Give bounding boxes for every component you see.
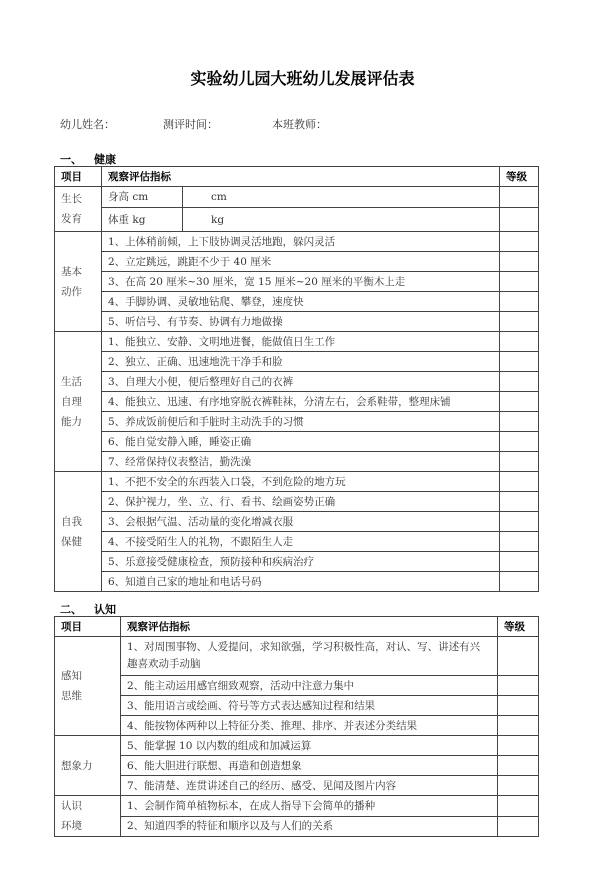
grade-cell[interactable] — [500, 452, 539, 472]
header-item: 项目 — [55, 167, 102, 187]
weight-label: 体重 kg — [102, 208, 183, 232]
section-cognition-heading — [60, 601, 116, 617]
indicator-text: 6、知道自己家的地址和电话号码 — [102, 572, 500, 592]
table-row — [55, 512, 539, 532]
table-row — [55, 292, 539, 312]
table-row — [55, 232, 539, 252]
table-row — [55, 637, 539, 676]
section-name: 认知 — [94, 603, 116, 616]
grade-cell[interactable] — [500, 292, 539, 312]
grade-cell[interactable] — [498, 816, 539, 837]
table-row — [55, 412, 539, 432]
header-indicator: 观察评估指标 — [121, 617, 498, 637]
indicator-text: 5、乐意接受健康检查，预防接种和疾病治疗 — [102, 552, 500, 572]
cognition-table — [54, 616, 539, 837]
category-self-protection: 自我 保健 — [55, 472, 102, 592]
indicator-text: 2、保护视力，坐、立、行、看书、绘画姿势正确 — [102, 492, 500, 512]
category-perception-thinking: 感知 思维 — [55, 637, 121, 736]
table-row — [55, 776, 539, 796]
table-row — [55, 532, 539, 552]
grade-cell[interactable] — [500, 572, 539, 592]
table-header-row — [55, 617, 539, 637]
indicator-text: 4、不接受陌生人的礼物，不跟陌生人走 — [102, 532, 500, 552]
grade-cell[interactable] — [498, 716, 539, 736]
section-name: 健康 — [94, 153, 116, 166]
table-row — [55, 452, 539, 472]
table-row — [55, 332, 539, 352]
indicator-text: 2、立定跳远，跳距不少于 40 厘米 — [102, 252, 500, 272]
grade-cell[interactable] — [500, 492, 539, 512]
grade-cell[interactable] — [498, 637, 539, 676]
indicator-text: 5、养成饭前便后和手脏时主动洗手的习惯 — [102, 412, 500, 432]
child-name-label: 幼儿姓名： — [60, 118, 115, 131]
category-environment: 认识 环境 — [55, 796, 121, 837]
table-row — [55, 272, 539, 292]
category-self-care: 生活 自理 能力 — [55, 332, 102, 472]
indicator-text: 7、能清楚、连贯讲述自己的经历、感受、见闻及图片内容 — [121, 776, 498, 796]
header-grade: 等级 — [500, 167, 539, 187]
grade-cell[interactable] — [500, 392, 539, 412]
indicator-text: 1、不把不安全的东西装入口袋，不到危险的地方玩 — [102, 472, 500, 492]
indicator-text: 1、对周围事物、人爱提问，求知欲强，学习积极性高，对认、写、讲述有兴趣喜欢动手动脑 — [121, 637, 498, 676]
indicator-text: 4、手脚协调、灵敏地钻爬、攀登，速度快 — [102, 292, 500, 312]
grade-cell[interactable] — [500, 372, 539, 392]
indicator-text: 2、能主动运用感官细致观察，活动中注意力集中 — [121, 676, 498, 696]
table-row — [55, 252, 539, 272]
category-growth: 生长 发育 — [55, 187, 102, 232]
indicator-text: 6、能大胆进行联想、再造和创造想象 — [121, 756, 498, 776]
indicator-text: 2、独立、正确、迅速地洗干净手和脸 — [102, 352, 500, 372]
table-row — [55, 572, 539, 592]
section-health-heading — [60, 151, 116, 167]
table-row — [55, 187, 539, 208]
category-imagination: 想象力 — [55, 736, 121, 796]
table-row — [55, 736, 539, 756]
grade-cell[interactable] — [500, 332, 539, 352]
table-row — [55, 492, 539, 512]
indicator-text: 2、知道四季的特征和顺序以及与人们的关系 — [121, 816, 498, 837]
indicator-text: 5、听信号、有节奏、协调有力地做操 — [102, 312, 500, 332]
weight-value-field[interactable]: kg — [183, 208, 500, 232]
table-row — [55, 756, 539, 776]
grade-cell[interactable] — [500, 432, 539, 452]
table-row — [55, 796, 539, 817]
table-row — [55, 552, 539, 572]
table-row — [55, 372, 539, 392]
table-header-row — [55, 167, 539, 187]
grade-cell[interactable] — [498, 796, 539, 817]
table-row — [55, 208, 539, 232]
grade-cell[interactable] — [498, 756, 539, 776]
table-row — [55, 816, 539, 837]
grade-cell[interactable] — [500, 272, 539, 292]
grade-cell[interactable] — [498, 736, 539, 756]
grade-cell[interactable] — [498, 676, 539, 696]
grade-cell[interactable] — [500, 312, 539, 332]
header-item: 项目 — [55, 617, 121, 637]
category-basic-motion: 基本 动作 — [55, 232, 102, 332]
indicator-text: 3、自理大小便，便后整理好自己的衣裤 — [102, 372, 500, 392]
indicator-text: 4、能独立、迅速、有序地穿脱衣裤鞋袜，分清左右，会系鞋带，整理床铺 — [102, 392, 500, 412]
document-title: 实验幼儿园大班幼儿发展评估表 — [190, 69, 415, 88]
header-indicator: 观察评估指标 — [102, 167, 500, 187]
table-row — [55, 312, 539, 332]
evaluation-time-label: 测评时间： — [163, 118, 218, 131]
indicator-text: 4、能按物体两种以上特征分类、推理、排序、并表述分类结果 — [121, 716, 498, 736]
section-number: 二、 — [60, 603, 82, 616]
indicator-text: 3、会根据气温、活动量的变化增减衣服 — [102, 512, 500, 532]
grade-cell[interactable] — [500, 532, 539, 552]
grade-cell[interactable] — [500, 552, 539, 572]
table-row — [55, 352, 539, 372]
grade-cell[interactable] — [498, 776, 539, 796]
indicator-text: 1、上体稍前倾，上下肢协调灵活地跑，躲闪灵活 — [102, 232, 500, 252]
table-row — [55, 392, 539, 412]
table-row — [55, 676, 539, 696]
indicator-text: 1、能独立、安静、文明地进餐，能做值日生工作 — [102, 332, 500, 352]
grade-cell[interactable] — [498, 696, 539, 716]
table-row — [55, 432, 539, 452]
height-label: 身高 cm — [102, 187, 183, 208]
indicator-text: 6、能自觉安静入睡，睡姿正确 — [102, 432, 500, 452]
grade-cell[interactable] — [500, 187, 539, 208]
teacher-label: 本班教师： — [272, 118, 327, 131]
indicator-text: 3、在高 20 厘米~30 厘米，宽 15 厘米~20 厘米的平衡木上走 — [102, 272, 500, 292]
section-number: 一、 — [60, 153, 82, 166]
table-row — [55, 472, 539, 492]
indicator-text: 3、能用语言或绘画、符号等方式表达感知过程和结果 — [121, 696, 498, 716]
grade-cell[interactable] — [500, 472, 539, 492]
table-row — [55, 716, 539, 736]
indicator-text: 1、会制作简单植物标本，在成人指导下会简单的播种 — [121, 796, 498, 817]
height-value-field[interactable]: cm — [183, 187, 500, 208]
header-grade: 等级 — [498, 617, 539, 637]
indicator-text: 5、能掌握 10 以内数的组成和加减运算 — [121, 736, 498, 756]
health-table — [54, 166, 539, 592]
grade-cell[interactable] — [500, 512, 539, 532]
grade-cell[interactable] — [500, 232, 539, 252]
grade-cell[interactable] — [500, 412, 539, 432]
grade-cell[interactable] — [500, 208, 539, 232]
grade-cell[interactable] — [500, 252, 539, 272]
table-row — [55, 696, 539, 716]
indicator-text: 7、经常保持仪表整洁，勤洗澡 — [102, 452, 500, 472]
grade-cell[interactable] — [500, 352, 539, 372]
